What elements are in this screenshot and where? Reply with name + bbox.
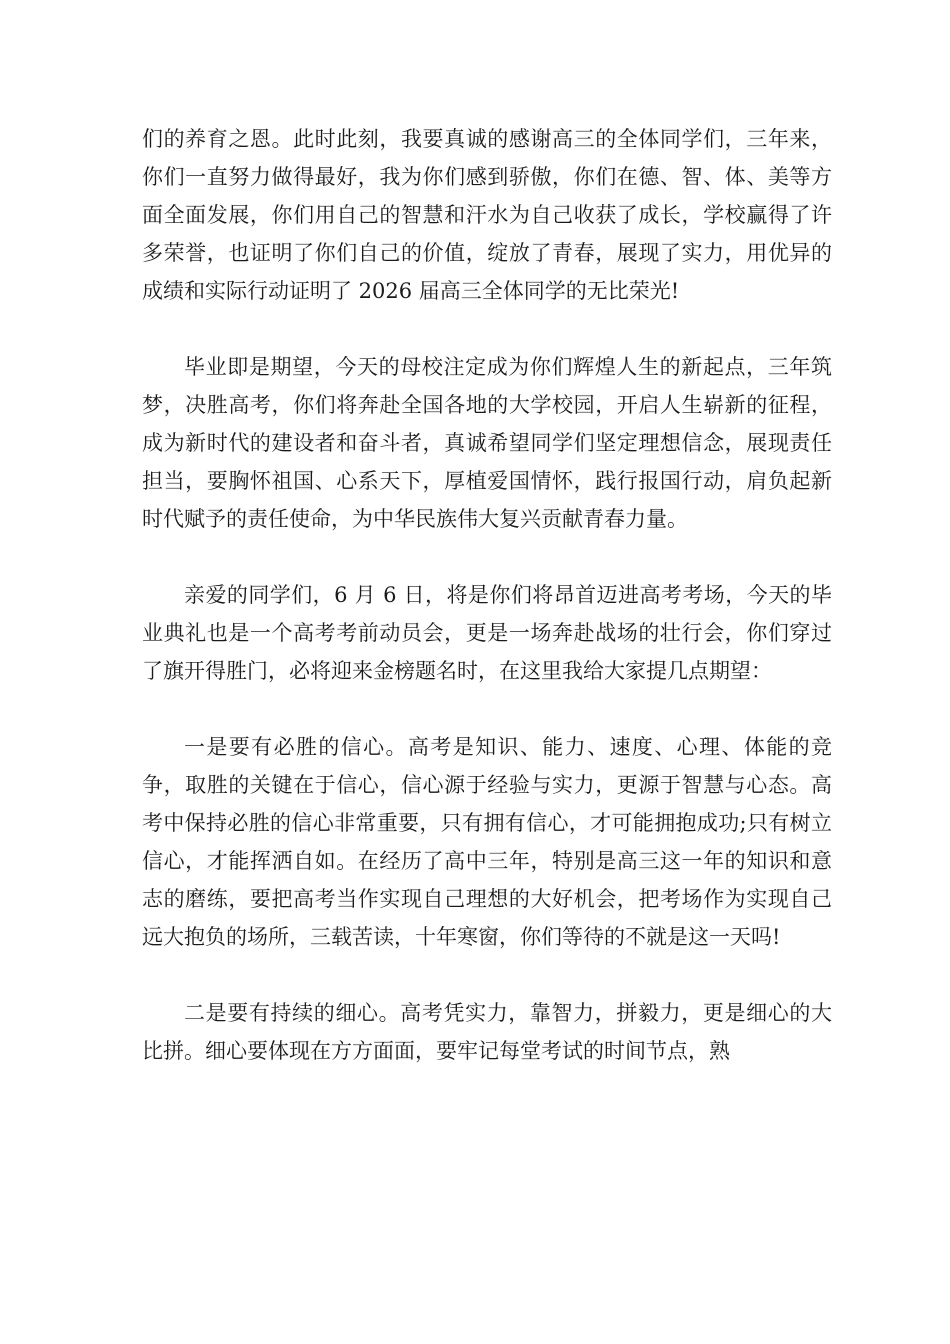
- document-body: [142, 120, 832, 1108]
- paragraph-graduation-hope: 毕业即是期望，今天的母校注定成为你们辉煌人生的新起点，三年筑梦，决胜高考，你们将奔赴全国各地的大学校园，开启人生崭新的征程，成为新时代的建设者和奋斗者，真诚希望同学们坚定理想信念，展现责任担当，要胸怀祖国、心系天下，厚植爱国情怀，践行报国行动，肩负起新时代赋予的责任使命，为中华民族伟大复兴贡献青春力量。: [142, 355, 832, 531]
- paragraph-confidence: 一是要有必胜的信心。高考是知识、能力、速度、心理、体能的竞争，取胜的关键在于信心，信心源于经验与实力，更源于智慧与心态。高考中保持必胜的信心非常重要，只有拥有信心，才可能拥抱成功;只有树立信心，才能挥洒自如。在经历了高中三年，特别是高三这一年的知识和意志的磨练，要把高考当作实现自己理想的大好机会，把考场作为实现自己远大抱负的场所，三载苦读，十年寒窗，你们等待的不就是这一天吗!: [142, 735, 832, 949]
- paragraph-exam-mobilization: 亲爱的同学们，6 月 6 日，将是你们将昂首迈进高考考场，今天的毕业典礼也是一个高考考前动员会，更是一场奔赴战场的壮行会，你们穿过了旗开得胜门，必将迎来金榜题名时，在这里我给大家提几点期望：: [142, 583, 832, 683]
- paragraph-carefulness: 二是要有持续的细心。高考凭实力，靠智力，拼毅力，更是细心的大比拼。细心要体现在方方面面，要牢记每堂考试的时间节点，熟: [142, 1001, 832, 1063]
- paragraph-gratitude: 们的养育之恩。此时此刻，我要真诚的感谢高三的全体同学们，三年来，你们一直努力做得最好，我为你们感到骄傲，你们在德、智、体、美等方面全面发展，你们用自己的智慧和汗水为自己收获了成长，学校赢得了许多荣誉，也证明了你们自己的价值，绽放了青春，展现了实力，用优异的成绩和实际行动证明了 2026 届高三全体同学的无比荣光!: [142, 127, 832, 303]
